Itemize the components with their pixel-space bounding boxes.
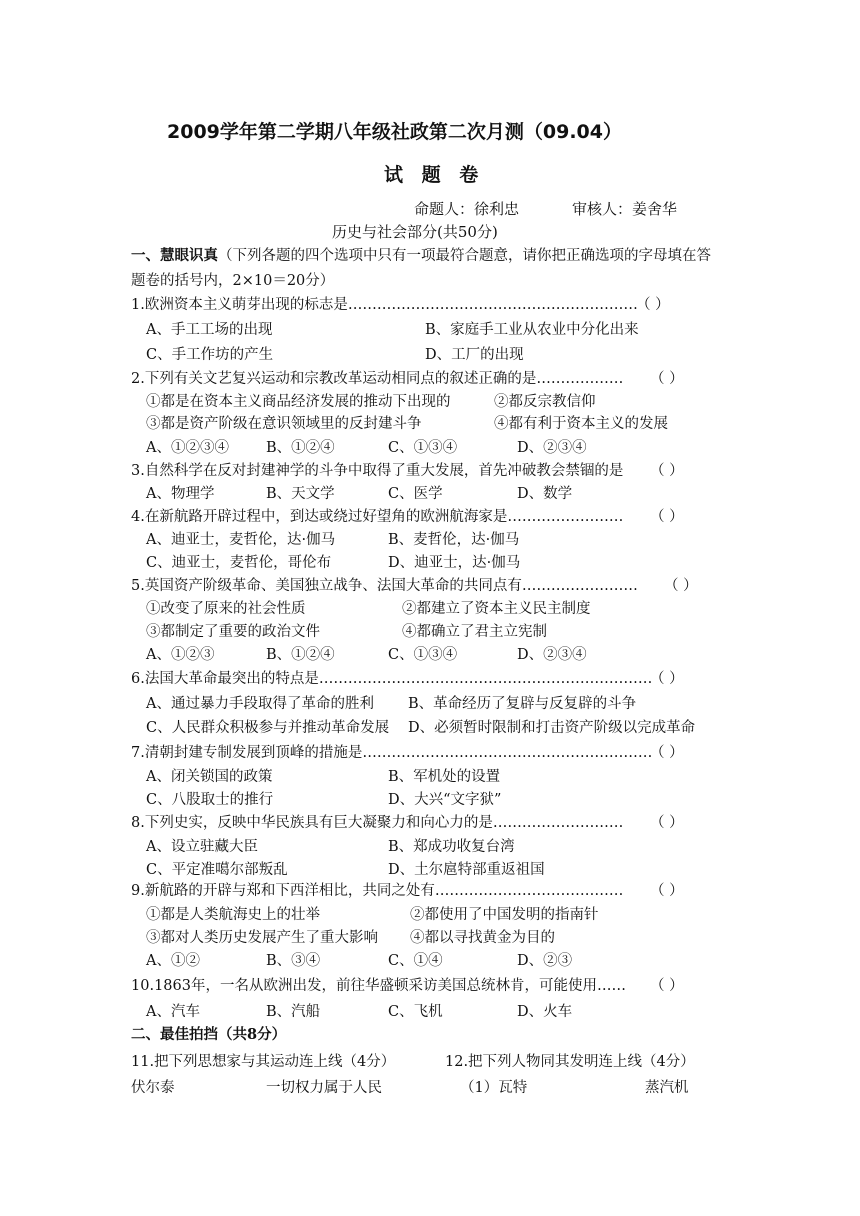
option: B、军机处的设置 bbox=[388, 769, 501, 785]
answer-bracket: （ ） bbox=[650, 883, 684, 899]
question-number: 9. bbox=[131, 883, 145, 899]
option: D、②③④ bbox=[517, 440, 587, 456]
option: B、①②④ bbox=[266, 440, 335, 456]
option: B、家庭手工业从农业中分化出来 bbox=[425, 322, 639, 338]
option: A、①②③ bbox=[146, 647, 215, 663]
option: B、①②④ bbox=[266, 647, 335, 663]
section2-heading: 二、最佳拍挡（共8分） bbox=[131, 1026, 287, 1043]
option: C、手工作坊的产生 bbox=[146, 347, 274, 363]
question-stem: 1863年，一名从欧洲出发，前往华盛顿采访美国总统林肯，可能使用…… bbox=[154, 978, 626, 994]
question-9 bbox=[131, 881, 623, 901]
q12-left-item: （1）瓦特 bbox=[460, 1080, 528, 1096]
question-12: 12.把下列人物同其发明连上线（4分） bbox=[445, 1054, 695, 1070]
question-5 bbox=[131, 576, 638, 596]
answer-bracket: （ ） bbox=[664, 578, 698, 594]
statement: ④都确立了君主立宪制 bbox=[402, 624, 547, 640]
statement: ③都是资产阶级在意识领域里的反封建斗争 bbox=[146, 416, 422, 432]
option: B、郑成功收复台湾 bbox=[388, 839, 515, 855]
section1-instruction-cont: 题卷的括号内，2×10＝20分） bbox=[131, 273, 335, 289]
question-7 bbox=[131, 743, 652, 763]
answer-bracket: （ ） bbox=[650, 509, 684, 525]
question-4 bbox=[131, 507, 623, 527]
option: B、天文学 bbox=[266, 486, 335, 502]
option: D、工厂的出现 bbox=[425, 347, 524, 363]
exam-title: 2009学年第二学期八年级社政第二次月测（09.04） bbox=[167, 121, 622, 143]
statement: ①都是在资本主义商品经济发展的推动下出现的 bbox=[146, 394, 451, 410]
option: D、迪亚士，达·伽马 bbox=[388, 555, 521, 571]
option: D、②③④ bbox=[517, 647, 587, 663]
question-stem: 在新航路开辟过程中，到达或绕过好望角的欧洲航海家是…………………… bbox=[144, 509, 624, 525]
question-number: 7. bbox=[131, 745, 145, 761]
option: C、人民群众积极参与并推动革命发展 bbox=[146, 720, 390, 736]
option: C、①③④ bbox=[388, 440, 458, 456]
question-stem: 法国大革命最突出的特点是…………………………………………………………… bbox=[144, 671, 653, 687]
answer-bracket: （ ） bbox=[650, 671, 684, 687]
q11-left-item: 伏尔泰 bbox=[131, 1080, 175, 1096]
statement: ②都反宗教信仰 bbox=[494, 394, 596, 410]
option: B、汽船 bbox=[266, 1004, 321, 1020]
question-10 bbox=[131, 976, 626, 996]
question-1 bbox=[131, 295, 638, 315]
reviewer-label: 审核人：姜舍华 bbox=[572, 200, 678, 218]
option: A、①②③④ bbox=[146, 440, 229, 456]
q11-right-item: 一切权力属于人民 bbox=[266, 1080, 382, 1096]
option: D、必须暂时限制和打击资产阶级以完成革命 bbox=[408, 720, 696, 736]
option: C、平定准噶尔部叛乱 bbox=[146, 862, 288, 878]
question-number: 1. bbox=[131, 297, 145, 313]
answer-bracket: （ ） bbox=[650, 978, 684, 994]
question-stem: 英国资产阶级革命、美国独立战争、法国大革命的共同点有…………………… bbox=[144, 578, 638, 594]
option: C、迪亚士，麦哲伦，哥伦布 bbox=[146, 555, 332, 571]
q12-right-item: 蒸汽机 bbox=[645, 1080, 689, 1096]
option: C、八股取士的推行 bbox=[146, 792, 274, 808]
answer-bracket: （ ） bbox=[650, 745, 684, 761]
question-11: 11.把下列思想家与其运动连上线（4分） bbox=[131, 1054, 396, 1070]
option: A、物理学 bbox=[146, 486, 215, 502]
statement: ③都制定了重要的政治文件 bbox=[146, 624, 320, 640]
question-number: 3. bbox=[131, 463, 145, 479]
question-number: 2. bbox=[131, 371, 145, 387]
question-number: 6. bbox=[131, 671, 145, 687]
option: A、迪亚士，麦哲伦，达·伽马 bbox=[146, 532, 336, 548]
question-6 bbox=[131, 669, 652, 689]
option: A、闭关锁国的政策 bbox=[146, 769, 273, 785]
option: D、火车 bbox=[517, 1004, 573, 1020]
answer-bracket: （ ） bbox=[650, 371, 684, 387]
statement: ①改变了原来的社会性质 bbox=[146, 601, 306, 617]
question-2 bbox=[131, 369, 623, 389]
question-number: 4. bbox=[131, 509, 145, 525]
option: A、①② bbox=[146, 953, 200, 969]
statement: ②都使用了中国发明的指南针 bbox=[410, 907, 599, 923]
option: D、土尔扈特部重返祖国 bbox=[388, 862, 545, 878]
option: A、汽车 bbox=[146, 1004, 200, 1020]
statement: ①都是人类航海史上的壮举 bbox=[146, 907, 320, 923]
answer-bracket: （ ） bbox=[650, 463, 684, 479]
statement: ④都有利于资本主义的发展 bbox=[494, 416, 668, 432]
question-stem: 自然科学在反对封建神学的斗争中取得了重大发展，首先冲破教会禁锢的是 bbox=[144, 463, 624, 479]
answer-bracket: （ ） bbox=[650, 815, 684, 831]
question-stem: 清朝封建专制发展到顶峰的措施是…………………………………………………… bbox=[144, 745, 653, 761]
option: C、医学 bbox=[388, 486, 443, 502]
option: C、①④ bbox=[388, 953, 443, 969]
question-3 bbox=[131, 461, 623, 481]
exam-subtitle: 试 题 卷 bbox=[384, 164, 485, 186]
option: B、革命经历了复辟与反复辟的斗争 bbox=[408, 696, 637, 712]
option: D、大兴“文字狱” bbox=[388, 792, 502, 808]
section1-instruction: （下列各题的四个选项中只有一项最符合题意，请你把正确选项的字母填在答 bbox=[218, 248, 711, 264]
question-number: 10. bbox=[131, 978, 155, 994]
question-stem: 下列史实，反映中华民族具有巨大凝聚力和向心力的是……………………… bbox=[144, 815, 624, 831]
author-label: 命题人：徐利忠 bbox=[414, 200, 520, 218]
option: C、①③④ bbox=[388, 647, 458, 663]
option: A、设立驻藏大臣 bbox=[146, 839, 258, 855]
section1-heading: 一、慧眼识真 bbox=[131, 247, 218, 264]
section1-intro bbox=[131, 246, 711, 266]
option: C、飞机 bbox=[388, 1004, 443, 1020]
question-number: 5. bbox=[131, 578, 145, 594]
question-stem: 新航路的开辟与郑和下西洋相比，共同之处有………………………………… bbox=[144, 883, 624, 899]
question-stem: 欧洲资本主义萌芽出现的标志是…………………………………………………… bbox=[144, 297, 638, 313]
answer-bracket: （ ） bbox=[636, 297, 670, 313]
part-heading: 历史与社会部分(共50分) bbox=[332, 223, 498, 241]
option: B、麦哲伦，达·伽马 bbox=[388, 532, 520, 548]
option: B、③④ bbox=[266, 953, 321, 969]
question-number: 8. bbox=[131, 815, 145, 831]
question-8 bbox=[131, 813, 623, 833]
question-stem: 下列有关文艺复兴运动和宗教改革运动相同点的叙述正确的是……………… bbox=[144, 371, 624, 387]
option: A、通过暴力手段取得了革命的胜利 bbox=[146, 696, 374, 712]
option: D、②③ bbox=[517, 953, 573, 969]
statement: ③都对人类历史发展产生了重大影响 bbox=[146, 930, 378, 946]
statement: ④都以寻找黄金为目的 bbox=[410, 930, 555, 946]
option: D、数学 bbox=[517, 486, 573, 502]
statement: ②都建立了资本主义民主制度 bbox=[402, 601, 591, 617]
option: A、手工工场的出现 bbox=[146, 322, 273, 338]
